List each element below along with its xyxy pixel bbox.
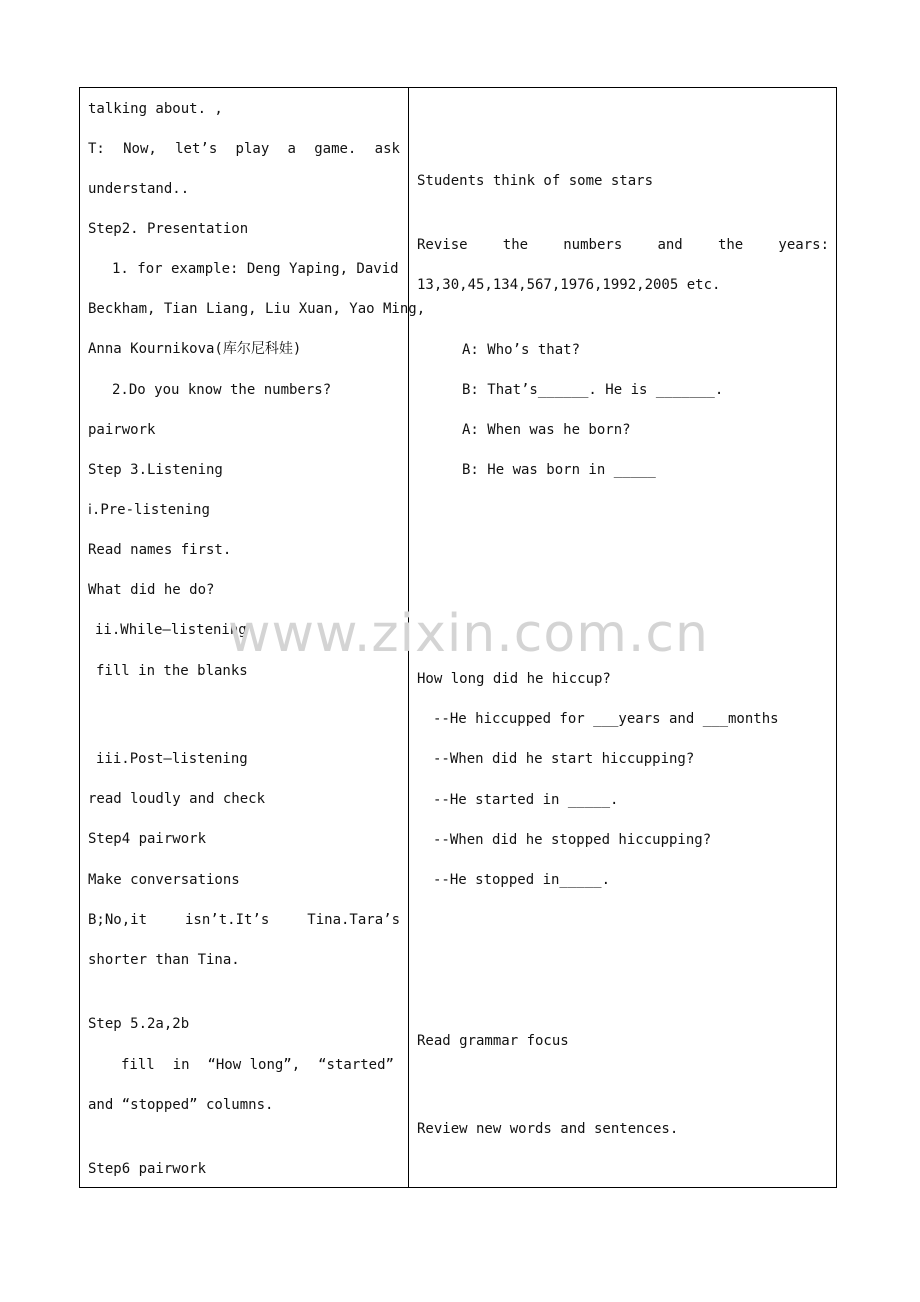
right-line-4: A: Who’s that? bbox=[462, 342, 581, 358]
word: isn’t.It’s bbox=[185, 912, 270, 928]
left-line-24: and “stopped” columns. bbox=[88, 1097, 274, 1113]
word: Tina.Tara’s bbox=[307, 912, 400, 928]
word: in bbox=[172, 1057, 190, 1073]
word: Now, bbox=[123, 141, 157, 157]
left-line-5: 1. for example: Deng Yaping, David bbox=[112, 261, 399, 277]
word: play bbox=[235, 141, 270, 157]
right-line-3: 13,30,45,134,567,1976,1992,2005 etc. bbox=[417, 277, 721, 293]
word: let’s bbox=[175, 141, 218, 157]
word: ask bbox=[374, 141, 400, 157]
word: fill bbox=[121, 1057, 155, 1073]
left-line-19: Make conversations bbox=[88, 872, 240, 888]
word: the bbox=[502, 237, 529, 253]
word: “How long”, bbox=[207, 1057, 301, 1073]
left-line-7: Anna Kournikova(库尔尼科娃) bbox=[88, 341, 302, 357]
word: game. bbox=[314, 141, 357, 157]
right-line-14: Read grammar focus bbox=[417, 1033, 569, 1049]
word: a bbox=[287, 141, 296, 157]
watermark: www.zixin.com.cn bbox=[228, 604, 709, 664]
left-line-23 bbox=[121, 1056, 394, 1074]
left-line-2 bbox=[88, 140, 400, 158]
left-line-4: Step2. Presentation bbox=[88, 221, 249, 237]
left-line-16: iii.Post—listening bbox=[96, 751, 248, 767]
left-line-9: pairwork bbox=[88, 422, 156, 438]
word: “started” bbox=[318, 1057, 394, 1073]
right-line-9: --He hiccupped for ___years and ___months bbox=[433, 711, 779, 727]
left-line-15: fill in the blanks bbox=[96, 663, 248, 679]
right-line-8: How long did he hiccup? bbox=[417, 671, 611, 687]
left-line-11: ⅰ.Pre-listening bbox=[88, 502, 210, 518]
left-line-14: ii.While—listening bbox=[95, 622, 247, 638]
word: numbers bbox=[563, 237, 623, 253]
right-line-11: --He started in _____. bbox=[433, 792, 619, 808]
right-line-15: Review new words and sentences. bbox=[417, 1121, 679, 1137]
word: B;No,it bbox=[88, 912, 148, 928]
right-line-5: B: That’s______. He is _______. bbox=[462, 382, 724, 398]
left-line-22: Step 5.2a,2b bbox=[88, 1016, 190, 1032]
left-line-12: Read names first. bbox=[88, 542, 232, 558]
right-line-1: Students think of some stars bbox=[417, 173, 654, 189]
right-line-12: --When did he stopped hiccupping? bbox=[433, 832, 712, 848]
word: years: bbox=[778, 237, 829, 253]
left-line-3: understand.. bbox=[88, 181, 190, 197]
right-line-2 bbox=[417, 236, 829, 254]
right-line-7: B: He was born in _____ bbox=[462, 462, 656, 478]
left-line-20 bbox=[88, 911, 400, 929]
left-line-8: 2.Do you know the numbers? bbox=[112, 382, 332, 398]
left-line-13: What did he do? bbox=[88, 582, 215, 598]
left-line-21: shorter than Tina. bbox=[88, 952, 240, 968]
left-line-18: Step4 pairwork bbox=[88, 831, 207, 847]
left-line-17: read loudly and check bbox=[88, 791, 266, 807]
word: Revise bbox=[417, 237, 468, 253]
left-line-10: Step 3.Listening bbox=[88, 462, 223, 478]
word: the bbox=[717, 237, 744, 253]
word: T: bbox=[88, 141, 105, 157]
right-line-13: --He stopped in_____. bbox=[433, 872, 611, 888]
right-line-6: A: When was he born? bbox=[462, 422, 631, 438]
left-line-6: Beckham, Tian Liang, Liu Xuan, Yao Ming, bbox=[88, 301, 426, 317]
word: and bbox=[657, 237, 683, 253]
left-line-1: talking about. , bbox=[88, 101, 223, 117]
left-line-25: Step6 pairwork bbox=[88, 1161, 207, 1177]
right-line-10: --When did he start hiccupping? bbox=[433, 751, 695, 767]
